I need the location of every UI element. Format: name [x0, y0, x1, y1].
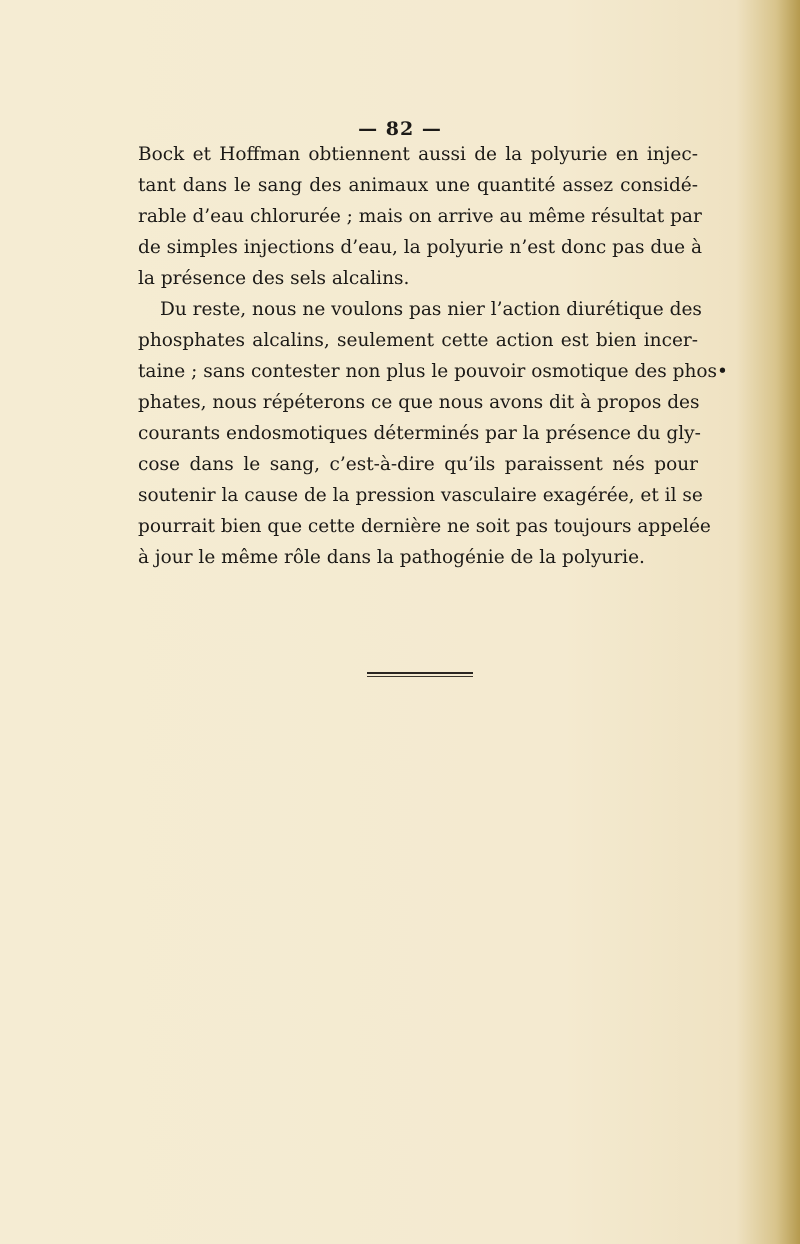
text-line: tant dans le sang des animaux une quantité assez considé-: [138, 175, 698, 196]
page-number: — 82 —: [358, 118, 442, 140]
text-line: courants endosmotiques déterminés par la présence du gly-: [138, 423, 701, 444]
text-line: Bock et Hoffman obtiennent aussi de la polyurie en injec-: [138, 144, 698, 165]
body-text: [138, 139, 728, 573]
text-line: Du reste, nous ne voulons pas nier l’action diurétique des: [160, 299, 702, 320]
text-line: phates, nous répéterons ce que nous avons dit à propos des: [138, 392, 700, 413]
text-line: soutenir la cause de la pression vasculaire exagérée, et il se: [138, 485, 703, 506]
text-line: pourrait bien que cette dernière ne soit pas toujours appelée: [138, 516, 711, 537]
text-line: cose dans le sang, c’est-à-dire qu’ils paraissent nés pour: [138, 454, 698, 475]
section-divider: [367, 672, 473, 674]
text-line: rable d’eau chlorurée ; mais on arrive au même résultat par: [138, 206, 702, 227]
text-line: taine ; sans contester non plus le pouvoir osmotique des phos•: [138, 361, 728, 382]
text-line: phosphates alcalins, seulement cette action est bien incer-: [138, 330, 698, 351]
text-line: à jour le même rôle dans la pathogénie de la polyurie.: [138, 547, 645, 568]
text-line: la présence des sels alcalins.: [138, 268, 410, 289]
text-line: de simples injections d’eau, la polyurie n’est donc pas due à: [138, 237, 702, 258]
